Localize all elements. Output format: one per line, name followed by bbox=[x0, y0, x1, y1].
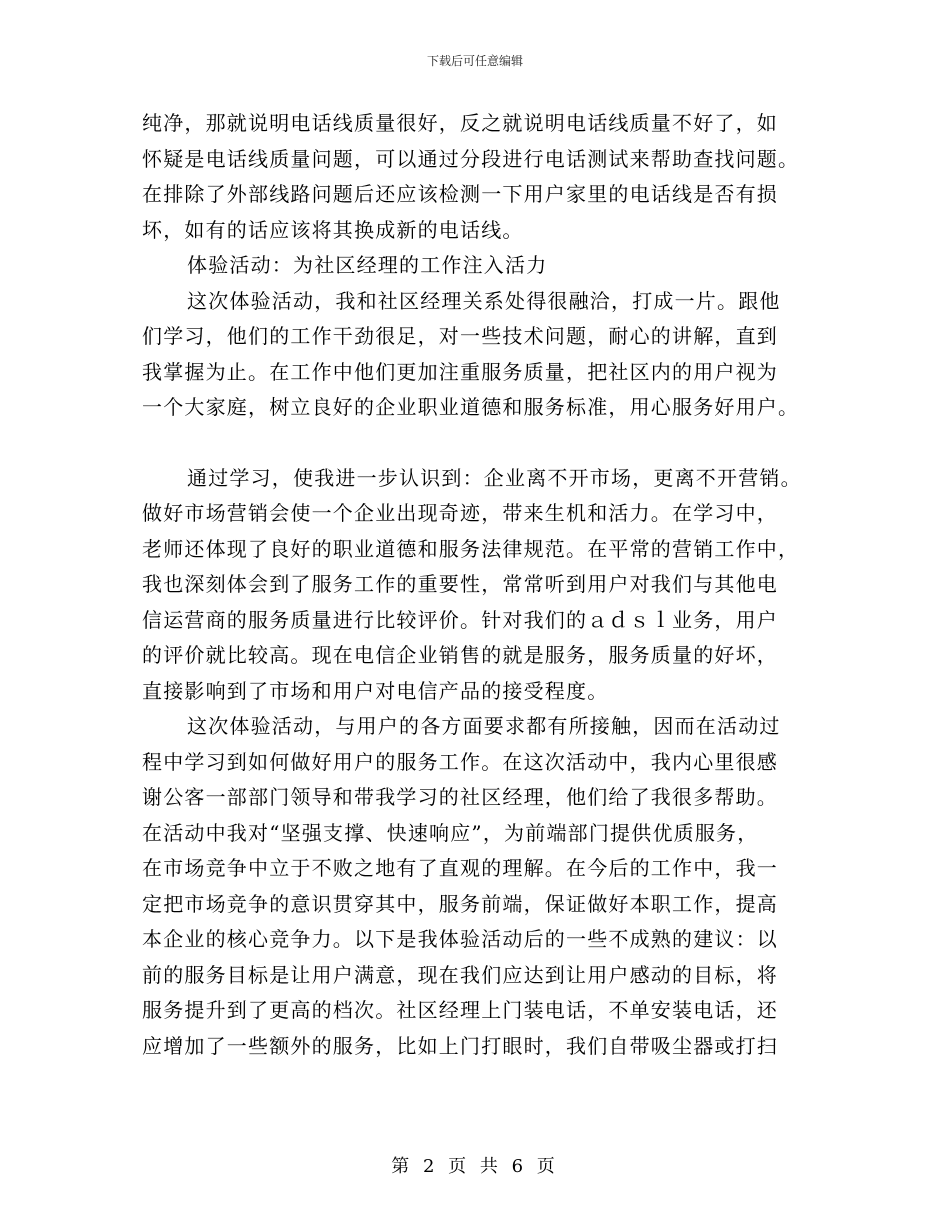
text-line: 前的服务目标是让用户满意，现在我们应达到让用户感动的目标，将 bbox=[142, 962, 778, 987]
text-line: 们学习，他们的工作干劲很足，对一些技术问题，耐心的讲解，直到 bbox=[142, 324, 778, 348]
text-line: 我掌握为止。在工作中他们更加注重服务质量，把社区内的用户视为 bbox=[142, 359, 778, 384]
paragraph bbox=[142, 284, 822, 426]
paragraph bbox=[142, 709, 822, 1064]
paragraph bbox=[142, 461, 822, 710]
text-line: 做好市场营销会使一个企业出现奇迹，带来生机和活力。在学习中， bbox=[142, 501, 778, 525]
document-body bbox=[142, 106, 822, 1064]
paragraph bbox=[142, 106, 822, 248]
text-line: 在活动中我对“坚强支撑、快速响应”，为前端部门提供优质服务， bbox=[142, 820, 759, 845]
text-line: 直接影响到了市场和用户对电信产品的接受程度。 bbox=[142, 678, 609, 703]
paragraph-spacer bbox=[142, 426, 822, 461]
text-line: 纯净，那就说明电话线质量很好，反之就说明电话线质量不好了，如 bbox=[142, 111, 778, 135]
text-line: 的评价就比较高。现在电信企业销售的就是服务，服务质量的好坏， bbox=[142, 643, 778, 667]
page-footer: 第 2 页 共 6 页 bbox=[391, 1156, 559, 1177]
page-header: 下载后可任意编辑 bbox=[426, 54, 523, 68]
text-line: 体验活动：为社区经理的工作注入活力 bbox=[187, 253, 548, 277]
paragraph bbox=[142, 248, 822, 284]
text-line: 服务提升到了更高的档次。社区经理上门装电话，不单安装电话，还 bbox=[142, 998, 778, 1022]
text-line: 在市场竞争中立于不败之地有了直观的理解。在今后的工作中，我一 bbox=[142, 856, 778, 880]
text-line: 这次体验活动，与用户的各方面要求都有所接触，因而在活动过 bbox=[187, 714, 781, 738]
text-line: 怀疑是电话线质量问题，可以通过分段进行电话测试来帮助查找问题。 bbox=[142, 146, 800, 171]
text-line: 一个大家庭，树立良好的企业职业道德和服务标准，用心服务好用户。 bbox=[142, 395, 800, 419]
text-line: 应增加了一些额外的服务，比如上门打眼时，我们自带吸尘器或打扫 bbox=[142, 1033, 778, 1058]
text-line: 坏，如有的话应该将其换成新的电话线。 bbox=[142, 217, 524, 242]
text-line: 通过学习，使我进一步认识到：企业离不开市场，更离不开营销。 bbox=[187, 465, 802, 490]
text-line: 谢公客一部部门领导和带我学习的社区经理，他们给了我很多帮助。 bbox=[142, 785, 778, 809]
text-line: 程中学习到如何做好用户的服务工作。在这次活动中，我内心里很感 bbox=[142, 749, 778, 774]
text-line: 这次体验活动，我和社区经理关系处得很融洽，打成一片。跟他 bbox=[187, 288, 781, 313]
text-line: 在排除了外部线路问题后还应该检测一下用户家里的电话线是否有损 bbox=[142, 182, 778, 206]
text-line: 我也深刻体会到了服务工作的重要性，常常听到用户对我们与其他电 bbox=[142, 572, 778, 596]
text-line: 本企业的核心竞争力。以下是我体验活动后的一些不成熟的建议：以 bbox=[142, 927, 778, 951]
text-line: 定把市场竞争的意识贯穿其中，服务前端，保证做好本职工作，提高 bbox=[142, 891, 778, 916]
text-line: 老师还体现了良好的职业道德和服务法律规范。在平常的营销工作中， bbox=[142, 536, 800, 561]
text-line: 信运营商的服务质量进行比较评价。针对我们的ａｄｓｌ业务，用户 bbox=[142, 607, 778, 632]
